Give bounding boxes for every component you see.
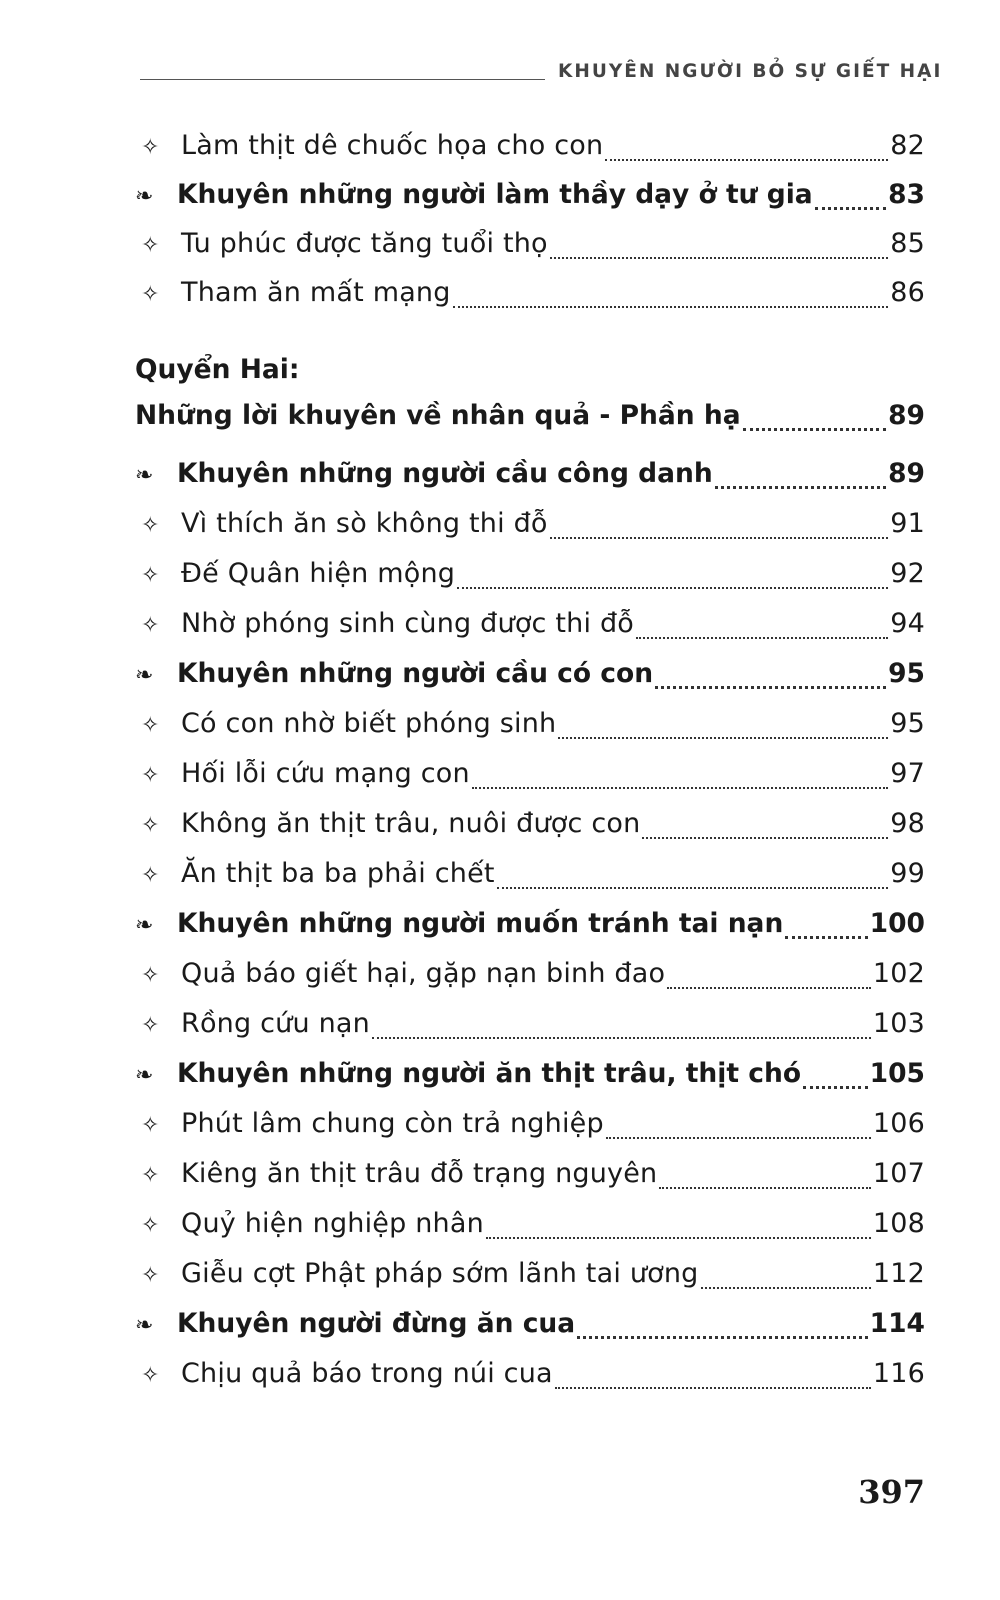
part-page: 89 [888, 400, 925, 431]
toc-entry [135, 508, 925, 548]
dot-leader [667, 985, 871, 989]
running-header: KHUYÊN NGƯỜI BỎ SỰ GIẾT HẠI [558, 61, 943, 82]
dot-leader [372, 1035, 871, 1039]
toc-chapter-page: 89 [888, 458, 925, 489]
toc-chapter [135, 658, 925, 698]
toc-entry-page: 103 [872, 1008, 925, 1039]
dot-leader [577, 1335, 868, 1339]
fleuron-icon: ❧ [135, 463, 154, 488]
toc-entry-page: 94 [890, 608, 925, 639]
fleuron-icon: ❧ [135, 184, 154, 209]
star-sparkle-icon: ✧ [141, 513, 160, 538]
dot-leader [743, 427, 886, 431]
toc-entry-title: Giễu cợt Phật pháp sớm lãnh tai ương [181, 1258, 699, 1289]
star-sparkle-icon: ✧ [141, 1213, 160, 1238]
dot-leader [701, 1285, 871, 1289]
toc-entry-page: 116 [872, 1358, 925, 1389]
toc-entry-page: 86 [890, 277, 925, 308]
fleuron-icon: ❧ [135, 913, 154, 938]
toc-entry-title: Không ăn thịt trâu, nuôi được con [181, 808, 641, 839]
toc-entry-title: Rồng cứu nạn [181, 1008, 370, 1039]
toc-entry [135, 758, 925, 798]
dot-leader [815, 206, 886, 210]
toc-entry [135, 858, 925, 898]
toc-entry-page: 97 [890, 758, 925, 789]
dot-leader [715, 485, 886, 489]
toc-entry-page: 106 [872, 1108, 925, 1139]
toc-entry-title: Làm thịt dê chuốc họa cho con [181, 130, 604, 161]
header-rule [140, 79, 545, 80]
toc-chapter-title: Khuyên những người cầu có con [177, 658, 654, 689]
page-number: 397 [858, 1473, 925, 1511]
part-label: Quyển Hai: [135, 354, 300, 385]
toc-chapter-title: Khuyên những người muốn tránh tai nạn [177, 908, 784, 939]
toc-chapter-title: Khuyên những người ăn thịt trâu, thịt chó [177, 1058, 802, 1089]
dot-leader [803, 1085, 868, 1089]
dot-leader [636, 635, 888, 639]
toc-chapter [135, 179, 925, 219]
toc-chapter-page: 95 [888, 658, 925, 689]
toc-entry-page: 108 [872, 1208, 925, 1239]
toc-chapter-title: Khuyên những người cầu công danh [177, 458, 713, 489]
toc-entry-page: 112 [872, 1258, 925, 1289]
toc-entry [135, 1008, 925, 1048]
star-sparkle-icon: ✧ [141, 713, 160, 738]
toc-chapter-page: 105 [869, 1058, 925, 1089]
toc-entry [135, 558, 925, 598]
toc-entry-title: Quỷ hiện nghiệp nhân [181, 1208, 484, 1239]
toc-entry-page: 92 [890, 558, 925, 589]
dot-leader [555, 1385, 871, 1389]
star-sparkle-icon: ✧ [141, 563, 160, 588]
dot-leader [472, 785, 888, 789]
toc-chapter-page: 114 [869, 1308, 925, 1339]
toc-entry-title: Hối lỗi cứu mạng con [181, 758, 470, 789]
star-sparkle-icon: ✧ [141, 282, 160, 307]
dot-leader [486, 1235, 871, 1239]
fleuron-icon: ❧ [135, 663, 154, 688]
toc-chapter-page: 100 [869, 908, 925, 939]
dot-leader [550, 255, 888, 259]
star-sparkle-icon: ✧ [141, 1163, 160, 1188]
dot-leader [655, 685, 886, 689]
toc-entry-page: 85 [890, 228, 925, 259]
toc-entry [135, 958, 925, 998]
toc-entry-page: 95 [890, 708, 925, 739]
dot-leader [453, 304, 889, 308]
toc-entry [135, 1208, 925, 1248]
dot-leader [606, 1135, 871, 1139]
toc-entry-title: Có con nhờ biết phóng sinh [181, 708, 557, 739]
toc-entry-page: 91 [890, 508, 925, 539]
star-sparkle-icon: ✧ [141, 1263, 160, 1288]
toc-part-title [135, 400, 925, 440]
toc-entry-title: Quả báo giết hại, gặp nạn binh đao [181, 958, 666, 989]
star-sparkle-icon: ✧ [141, 233, 160, 258]
dot-leader [558, 735, 888, 739]
toc-entry [135, 1258, 925, 1298]
toc-entry-title: Nhờ phóng sinh cùng được thi đỗ [181, 608, 635, 639]
star-sparkle-icon: ✧ [141, 613, 160, 638]
toc-entry-title: Ăn thịt ba ba phải chết [181, 858, 495, 889]
toc-entry-title: Tu phúc được tăng tuổi thọ [181, 228, 548, 259]
toc-chapter-page: 83 [888, 179, 925, 210]
toc-chapter [135, 908, 925, 948]
toc-entry [135, 808, 925, 848]
dot-leader [785, 935, 867, 939]
toc-chapter [135, 1308, 925, 1348]
toc-entry [135, 1358, 925, 1398]
toc-chapter-title: Khuyên những người làm thầy dạy ở tư gia [177, 179, 813, 210]
toc-entry-title: Chịu quả báo trong núi cua [181, 1358, 553, 1389]
toc-entry [135, 277, 925, 317]
toc-entry [135, 228, 925, 268]
star-sparkle-icon: ✧ [141, 813, 160, 838]
toc-entry [135, 1108, 925, 1148]
toc-entry [135, 1158, 925, 1198]
star-sparkle-icon: ✧ [141, 1363, 160, 1388]
toc-entry-page: 98 [890, 808, 925, 839]
dot-leader [642, 835, 888, 839]
dot-leader [659, 1185, 870, 1189]
toc-entry-title: Đế Quân hiện mộng [181, 558, 456, 589]
toc-chapter-title: Khuyên người đừng ăn cua [177, 1308, 576, 1339]
toc-chapter [135, 458, 925, 498]
toc-entry-title: Tham ăn mất mạng [181, 277, 451, 308]
part-title: Những lời khuyên về nhân quả - Phần hạ [135, 400, 741, 431]
toc-entry [135, 708, 925, 748]
toc-entry-page: 99 [890, 858, 925, 889]
star-sparkle-icon: ✧ [141, 1013, 160, 1038]
dot-leader [497, 885, 889, 889]
star-sparkle-icon: ✧ [141, 863, 160, 888]
toc-entry-page: 107 [872, 1158, 925, 1189]
toc-entry-page: 82 [890, 130, 925, 161]
star-sparkle-icon: ✧ [141, 963, 160, 988]
star-sparkle-icon: ✧ [141, 763, 160, 788]
fleuron-icon: ❧ [135, 1313, 154, 1338]
toc-entry-title: Kiêng ăn thịt trâu đỗ trạng nguyên [181, 1158, 658, 1189]
star-sparkle-icon: ✧ [141, 1113, 160, 1138]
toc-entry-page: 102 [872, 958, 925, 989]
toc-entry [135, 608, 925, 648]
fleuron-icon: ❧ [135, 1063, 154, 1088]
dot-leader [457, 585, 888, 589]
toc-chapter [135, 1058, 925, 1098]
star-sparkle-icon: ✧ [141, 135, 160, 160]
dot-leader [605, 157, 888, 161]
toc-entry-title: Phút lâm chung còn trả nghiệp [181, 1108, 604, 1139]
toc-entry [135, 130, 925, 170]
toc-entry-title: Vì thích ăn sò không thi đỗ [181, 508, 548, 539]
dot-leader [550, 535, 889, 539]
